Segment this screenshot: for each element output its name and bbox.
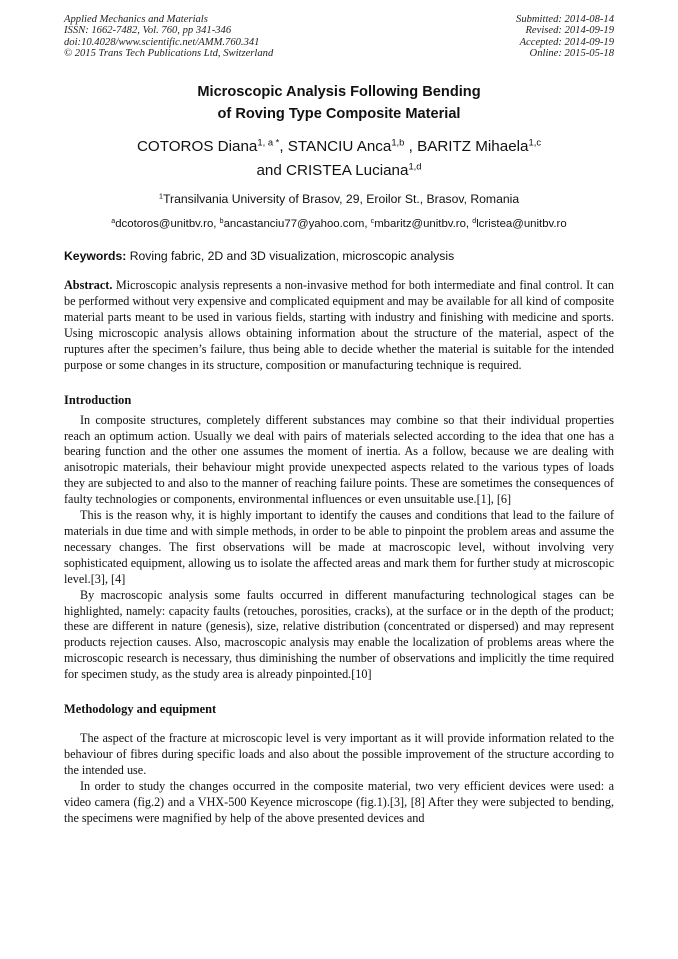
keywords xyxy=(64,249,614,264)
abstract xyxy=(64,278,614,373)
copyright-line: © 2015 Trans Tech Publications Ltd, Switzerland xyxy=(64,47,274,59)
introduction-paragraph: By macroscopic analysis some faults occurred in different manufacturing technological stages can be highlighted, namely: capacity faults (retouches, porosities, cracks), at the surface or in the depth of the product; these are different in nature (genesis), size, relative distribution (concentrated or dispersed) and may represent products rejection causes. Also, macroscopic analysis may enable the localization of problems areas where the microscopic research is necessary, thus diminishing the number of observations and implicitly the time required for specimen study, as the study area is already pinpointed.[10] xyxy=(64,587,614,682)
author-list xyxy=(64,135,614,183)
author-separator: , xyxy=(279,138,288,156)
email-sup: a xyxy=(111,217,116,225)
issn-line: ISSN: 1662-7482, Vol. 760, pp 341-346 xyxy=(64,25,232,37)
affiliation xyxy=(64,191,614,207)
introduction-paragraph: In composite structures, completely different substances may combine so that their individual properties reach an optimum action. Usually we deal with pairs of materials selected according to the idea that one has a bearing function and the other one assumes the moment of inertia. As a follow, because we are dealing with anisotropic materials, their behaviour might provide unexpected aspects related to the various types of loads they are subjected to and also to the manner of reaching failure points. These are sometimes the consequences of faulty technologies or components, environmental influences or even unsuitable use.[1], [6] xyxy=(64,412,614,507)
author-emails xyxy=(64,217,614,231)
email-sup: d xyxy=(472,217,477,225)
title-line-1: Microscopic Analysis Following Bending xyxy=(197,84,481,101)
accepted-date: Accepted: 2014-09-19 xyxy=(519,36,614,48)
email-sup: b xyxy=(219,217,224,225)
methodology-paragraph: In order to study the changes occurred in the composite material, two very efficient devices were used: a video camera (fig.2) and a VHX-500 Keyence microscope (fig.1).[3], [8] After they were subjected to bending, the specimens were magnified by help of the above presented devices and xyxy=(64,778,614,825)
email-address: ancastanciu77@yahoo.com, xyxy=(223,218,371,231)
author-sup: 1,b xyxy=(391,136,405,148)
submitted-date: Submitted: 2014-08-14 xyxy=(516,14,614,25)
author-name: COTOROS Diana xyxy=(136,138,258,156)
keywords-label: Keywords: xyxy=(64,249,127,264)
abstract-label: Abstract. xyxy=(64,278,113,293)
authors-line-1 xyxy=(64,135,614,159)
email-sup: c xyxy=(370,217,375,225)
online-date: Online: 2015-05-18 xyxy=(529,47,614,59)
journal-info xyxy=(64,14,273,59)
author-name: BARITZ Mihaela xyxy=(417,138,529,156)
email-address: dcotoros@unitbv.ro, xyxy=(115,218,220,231)
author-name: CRISTEA Luciana xyxy=(286,162,409,180)
email-address: lcristea@unitbv.ro xyxy=(476,218,567,231)
affiliation-text: Transilvania University of Brasov, 29, Eroilor St., Brasov, Romania xyxy=(163,192,520,207)
doi-line: doi:10.4028/www.scientific.net/AMM.760.341 xyxy=(64,36,260,48)
affiliation-sup: 1 xyxy=(158,191,164,201)
author-and: and xyxy=(256,162,287,180)
author-sup: 1,c xyxy=(528,136,542,148)
dates-info xyxy=(516,14,614,59)
revised-date: Revised: 2014-09-19 xyxy=(525,25,614,37)
methodology-paragraph: The aspect of the fracture at microscopic level is very important as it will provide information related to the behaviour of fibres during specific loads and also about the possible improvement of the structure according to the intended use. xyxy=(64,731,614,777)
introduction-paragraph: This is the reason why, it is highly important to identify the causes and conditions that lead to the failure of materials in due time and with simple methods, in order to be able to pinpoint the problem areas and assume the necessary changes. The first observations will be made at macroscopic level, without involving very sophisticated equipment, allowing us to isolate the affected areas and mark them for further study at microscopic level.[3], [4] xyxy=(64,508,614,586)
author-name: STANCIU Anca xyxy=(287,138,392,156)
introduction-heading: Introduction xyxy=(64,392,132,407)
methodology-heading: Methodology and equipment xyxy=(64,702,217,717)
author-sup: 1, a * xyxy=(257,136,280,148)
publication-header xyxy=(64,14,614,59)
title-line-2: of Roving Type Composite Material xyxy=(217,106,461,123)
author-separator: , xyxy=(404,138,418,156)
journal-name: Applied Mechanics and Materials xyxy=(64,14,208,25)
email-address: mbaritz@unitbv.ro, xyxy=(374,218,473,231)
authors-line-2 xyxy=(64,159,614,183)
keywords-text: Roving fabric, 2D and 3D visualization, microscopic analysis xyxy=(126,249,455,264)
abstract-text: Microscopic analysis represents a non-invasive method for both intermediate and final control. It can be performed without very expensive and complicated equipment and may be available for all kind of composite material parts meant to be used in various fields, starting with industry and finishing with medicine and sports. Using microscopic analysis allows obtaining information about the structure of the material, aspect of the ruptures after the specimen’s failure, thus being able to decide whether the material is suitable for the intended purpose or some changes in its structure, composition or manufacturing technique is required. xyxy=(64,278,614,372)
paper-title xyxy=(64,81,614,125)
author-sup: 1,d xyxy=(408,160,422,172)
